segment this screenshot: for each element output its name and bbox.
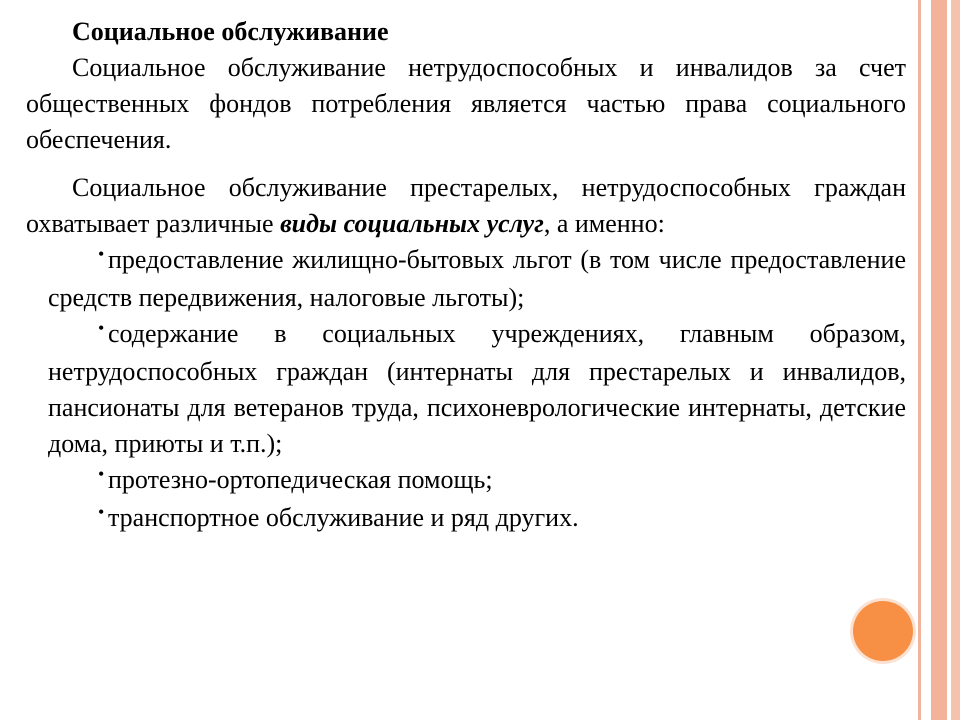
slide-heading: Социальное обслуживание [72,17,389,46]
services-list [26,242,906,538]
decorative-right-border [918,0,960,720]
list-item-text: протезно-ортопедическая помощь; [108,465,493,494]
border-stripe [951,0,960,720]
list-item [48,242,906,316]
paragraph-1: Социальное обслуживание нетрудоспособных и инвалидов за счет общественных фондов потребления является частью права социального обеспечения. [26,53,906,154]
bullet-icon: • [98,318,105,338]
paragraph-2-emphasis: виды социальных услуг [280,209,544,238]
border-stripe [931,0,947,720]
list-item [48,500,906,538]
paragraph-2-start: Социальное обслуживание престарелых, нетрудоспособных граждан охватывает различные [26,173,906,238]
paragraph-2-end: , а именно: [543,209,665,238]
border-gap [921,0,931,720]
paragraph-2 [26,170,906,242]
bullet-icon: • [98,502,105,522]
bullet-icon: • [98,464,105,484]
list-item-text: предоставление жилищно-бытовых льгот (в том числе предоставление средств передвижения, налоговые льготы); [48,245,906,312]
bullet-icon: • [98,244,105,264]
list-item [48,316,906,462]
list-item [48,462,906,500]
slide-content [26,14,906,538]
list-item-text: содержание в социальных учреждениях, главным образом, нетрудоспособных граждан (интернаты для престарелых и инвалидов, пансионаты для ветеранов труда, психоневрологические интернаты, детские дома, приюты и т.п.); [48,319,906,458]
decorative-orange-circle [853,601,913,661]
list-item-text: транспортное обслуживание и ряд других. [108,503,579,532]
